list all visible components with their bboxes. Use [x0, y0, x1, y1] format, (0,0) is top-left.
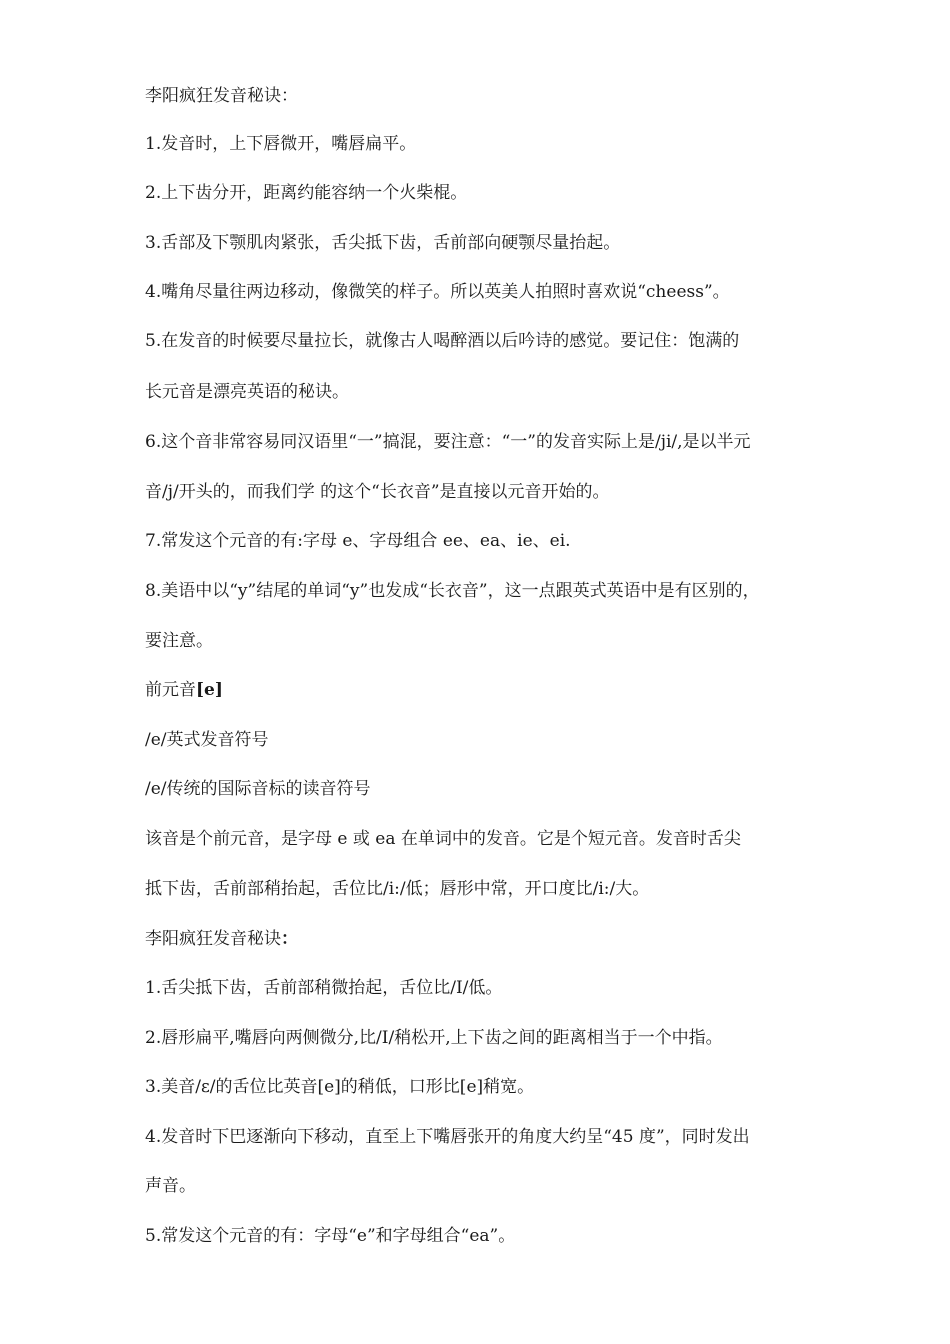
symbol-traditional: /e/传统的国际音标的读音符号	[145, 779, 371, 799]
section1-heading: 李阳疯狂发音秘诀：	[145, 86, 298, 106]
list-item: 4.发音时下巴逐渐向下移动，直至上下嘴唇张开的角度大约呈“45 度”，同时发出	[145, 1127, 750, 1147]
list-item: 5.常发这个元音的有：字母“e”和字母组合“ea”。	[145, 1226, 516, 1246]
list-item: 1.发音时，上下唇微开，嘴唇扁平。	[145, 134, 417, 154]
list-item: 6.这个音非常容易同汉语里“一”搞混，要注意：“一”的发音实际上是/ji/,是以半元	[145, 432, 751, 452]
list-item: 声音。	[145, 1176, 196, 1196]
list-item: 1.舌尖抵下齿，舌前部稍微抬起，舌位比/I/低。	[145, 978, 503, 998]
description-line: 该音是个前元音，是字母 e 或 ea 在单词中的发音。它是个短元音。发音时舌尖	[145, 829, 741, 849]
list-item: 2.唇形扁平,嘴唇向两侧微分,比/I/稍松开,上下齿之间的距离相当于一个中指。	[145, 1028, 723, 1048]
description-line: 抵下齿，舌前部稍抬起，舌位比/i:/低；唇形中常，开口度比/i:/大。	[145, 879, 650, 899]
vowel-heading-prefix: 前元音	[145, 680, 196, 700]
list-item: 音/j/开头的，而我们学 的这个“长衣音”是直接以元音开始的。	[145, 482, 610, 502]
list-item: 7.常发这个元音的有:字母 e、字母组合 ee、ea、ie、ei.	[145, 531, 571, 551]
list-item: 8.美语中以“y”结尾的单词“y”也发成“长衣音”，这一点跟英式英语中是有区别的，	[145, 581, 760, 601]
list-item: 3.美音/ε/的舌位比英音[e]的稍低，口形比[e]稍宽。	[145, 1077, 535, 1097]
vowel-heading	[145, 678, 815, 702]
section2-heading-text: 李阳疯狂发音秘诀	[145, 929, 281, 949]
vowel-heading-symbol: [e]	[196, 680, 223, 700]
list-item: 3.舌部及下颚肌肉紧张，舌尖抵下齿，舌前部向硬颚尽量抬起。	[145, 233, 621, 253]
section2-heading-colon: ：	[281, 929, 298, 949]
list-item: 2.上下齿分开，距离约能容纳一个火柴棍。	[145, 183, 468, 203]
list-item: 要注意。	[145, 631, 213, 651]
list-item: 5.在发音的时候要尽量拉长，就像古人喝醉酒以后吟诗的感觉。要记住：饱满的	[145, 331, 740, 351]
section2-heading	[145, 927, 815, 951]
list-item: 长元音是漂亮英语的秘诀。	[145, 382, 349, 402]
symbol-british: /e/英式发音符号	[145, 730, 269, 750]
list-item: 4.嘴角尽量往两边移动，像微笑的样子。所以英美人拍照时喜欢说“cheess”。	[145, 282, 730, 302]
